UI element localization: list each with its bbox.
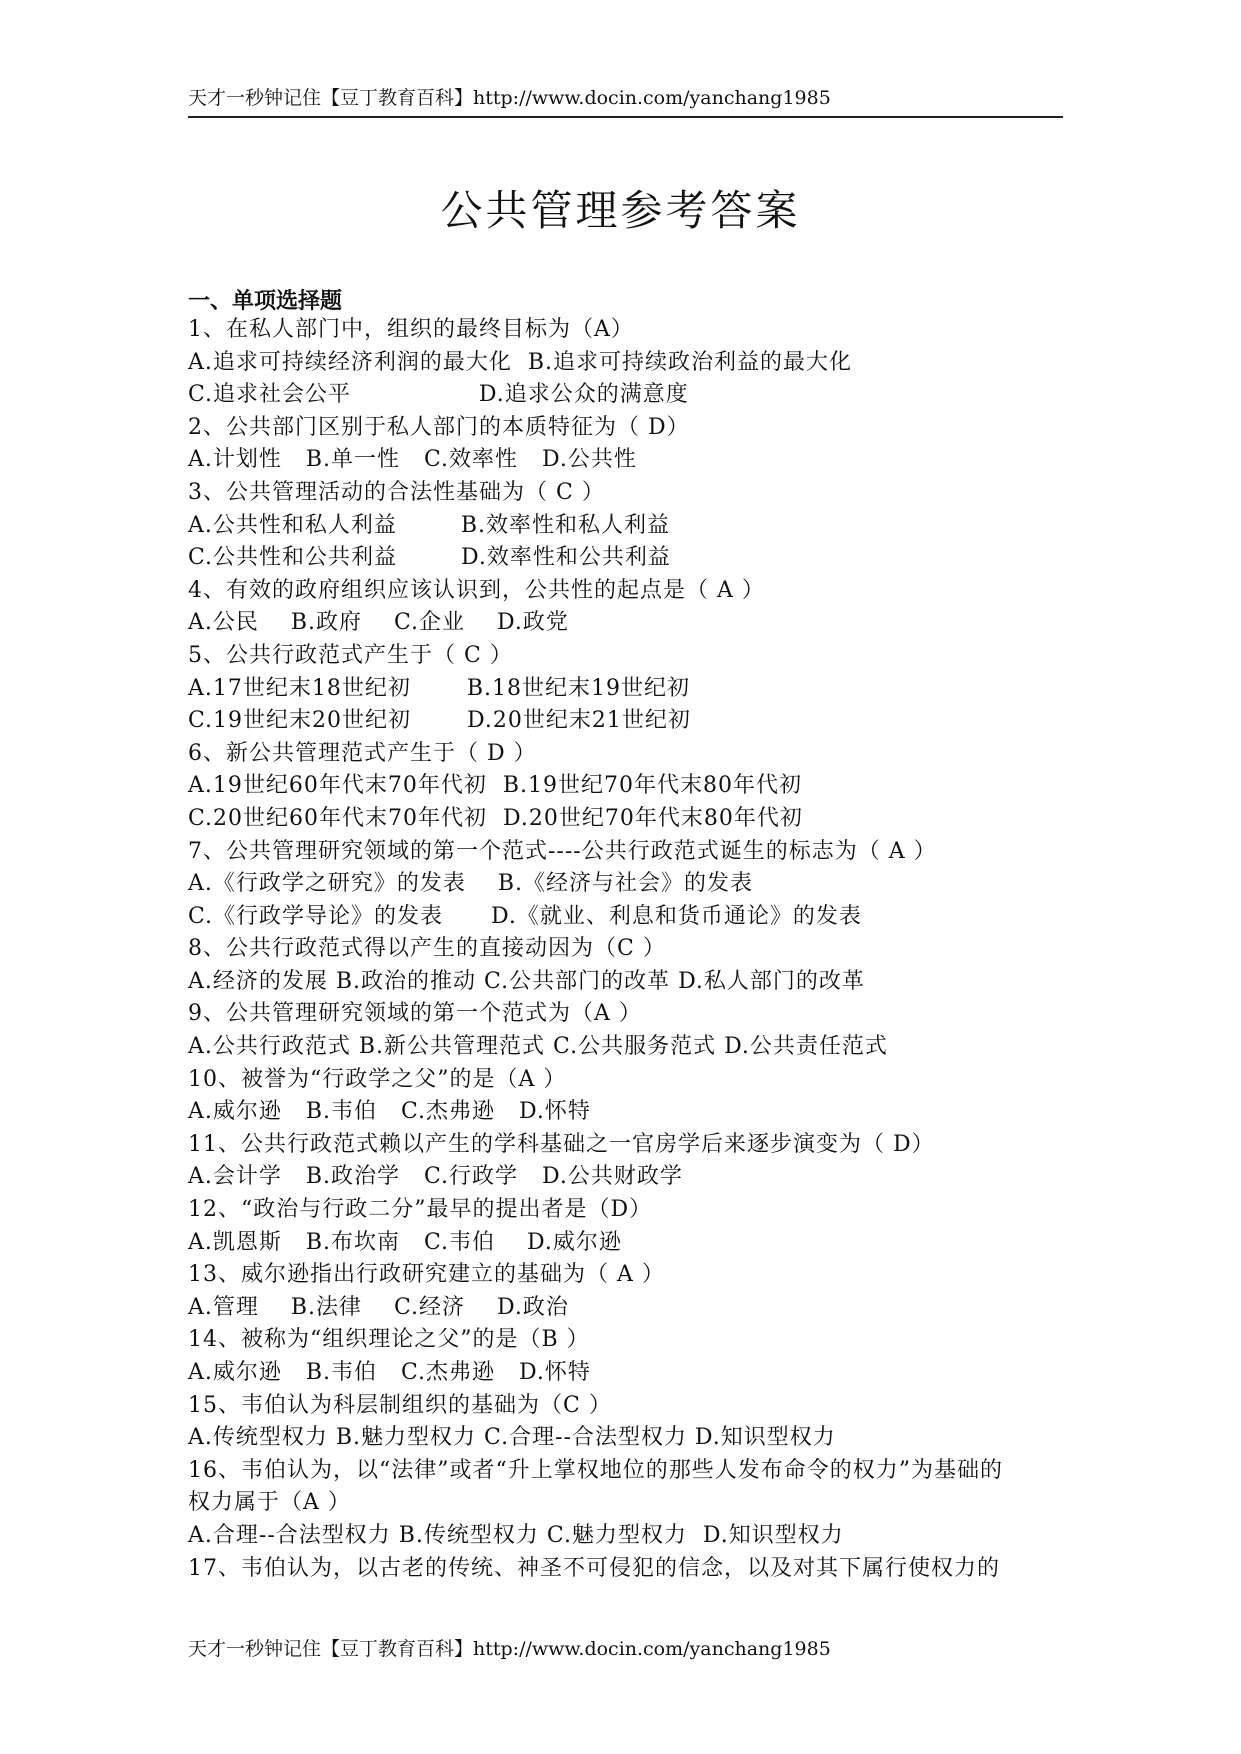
- text-line: 15、韦伯认为科层制组织的基础为（C ）: [188, 1392, 612, 1418]
- text-line: A.凯恩斯 B.布坎南 C.韦伯 D.威尔逊: [188, 1229, 622, 1255]
- text-line: A.威尔逊 B.韦伯 C.杰弗逊 D.怀特: [188, 1099, 591, 1125]
- page-footer: [188, 1634, 831, 1661]
- text-line: 14、被称为“组织理论之父”的是（B ）: [188, 1327, 590, 1353]
- text-line: 11、公共行政范式赖以产生的学科基础之一官房学后来逐步演变为（ D）: [188, 1131, 935, 1157]
- text-line: A.追求可持续经济利润的最大化 B.追求可持续政治利益的最大化: [188, 349, 853, 375]
- text-line: A.传统型权力 B.魅力型权力 C.合理--合法型权力 D.知识型权力: [188, 1425, 836, 1451]
- text-line: A.威尔逊 B.韦伯 C.杰弗逊 D.怀特: [188, 1360, 591, 1385]
- text-line: 16、韦伯认为，以“法律”或者“升上掌权地位的那些人发布命令的权力”为基础的: [188, 1457, 1003, 1483]
- page-title: 公共管理参考答案: [440, 186, 801, 235]
- text-line: A.管理 B.法律 C.经济 D.政治: [188, 1294, 569, 1320]
- text-line: C.追求社会公平 D.追求公众的满意度: [188, 382, 689, 408]
- text-line: A.公共行政范式 B.新公共管理范式 C.公共服务范式 D.公共责任范式: [188, 1034, 888, 1060]
- text-line: C.公共性和公共利益 D.效率性和公共利益: [188, 545, 671, 571]
- text-line: 8、公共行政范式得以产生的直接动因为（C ）: [188, 936, 666, 962]
- text-line: A.19世纪60年代末70年代初 B.19世纪70年代末80年代初: [188, 773, 802, 799]
- text-line: 13、威尔逊指出行政研究建立的基础为（ A ）: [188, 1262, 665, 1288]
- text-line: 权力属于（A ）: [188, 1490, 351, 1516]
- text-line: C.19世纪末20世纪初 D.20世纪末21世纪初: [188, 708, 691, 734]
- text-line: 10、被誉为“行政学之父”的是（A ）: [188, 1066, 567, 1092]
- text-line: 4、有效的政府组织应该认识到，公共性的起点是（ A ）: [188, 577, 765, 603]
- text-line: C.《行政学导论》的发表 D.《就业、利息和货币通论》的发表: [188, 903, 862, 929]
- section-heading: 一、单项选择题: [188, 289, 343, 314]
- text-line: A.公共性和私人利益 B.效率性和私人利益: [188, 512, 670, 538]
- text-line: C.20世纪60年代末70年代初 D.20世纪70年代末80年代初: [188, 805, 803, 831]
- text-line: A.经济的发展 B.政治的推动 C.公共部门的改革 D.私人部门的改革: [188, 968, 865, 994]
- footer-text: 天才一秒钟记住【豆丁教育百科】http://www.docin.com/yanchang1985: [188, 1638, 831, 1660]
- text-line: A.《行政学之研究》的发表 B.《经济与社会》的发表: [188, 871, 754, 897]
- text-line: 1、在私人部门中，组织的最终目标为（A）: [188, 317, 634, 342]
- text-line: A.计划性 B.单一性 C.效率性 D.公共性: [188, 447, 637, 473]
- text-line: 6、新公共管理范式产生于（ D ）: [188, 740, 537, 766]
- text-line: 2、公共部门区别于私人部门的本质特征为（ D）: [188, 414, 690, 440]
- text-line: A.会计学 B.政治学 C.行政学 D.公共财政学: [188, 1164, 683, 1190]
- text-line: 12、“政治与行政二分”最早的提出者是（D）: [188, 1197, 653, 1223]
- text-line: 5、公共行政范式产生于（ C ）: [188, 642, 513, 668]
- header-text: 天才一秒钟记住【豆丁教育百科】http://www.docin.com/yanchang1985: [188, 87, 831, 109]
- text-line: 17、韦伯认为，以古老的传统、神圣不可侵犯的信念，以及对其下属行使权力的: [188, 1555, 1000, 1581]
- page-header: [188, 86, 1063, 118]
- text-line: A.公民 B.政府 C.企业 D.政党: [188, 610, 569, 636]
- document-body: [188, 314, 1068, 1585]
- text-line: 9、公共管理研究领域的第一个范式为（A ）: [188, 1001, 642, 1027]
- text-line: A.17世纪末18世纪初 B.18世纪末19世纪初: [188, 675, 690, 701]
- text-line: 3、公共管理活动的合法性基础为（ C ）: [188, 479, 605, 505]
- text-line: A.合理--合法型权力 B.传统型权力 C.魅力型权力 D.知识型权力: [188, 1522, 844, 1548]
- text-line: 7、公共管理研究领域的第一个范式----公共行政范式诞生的标志为（ A ）: [188, 838, 937, 864]
